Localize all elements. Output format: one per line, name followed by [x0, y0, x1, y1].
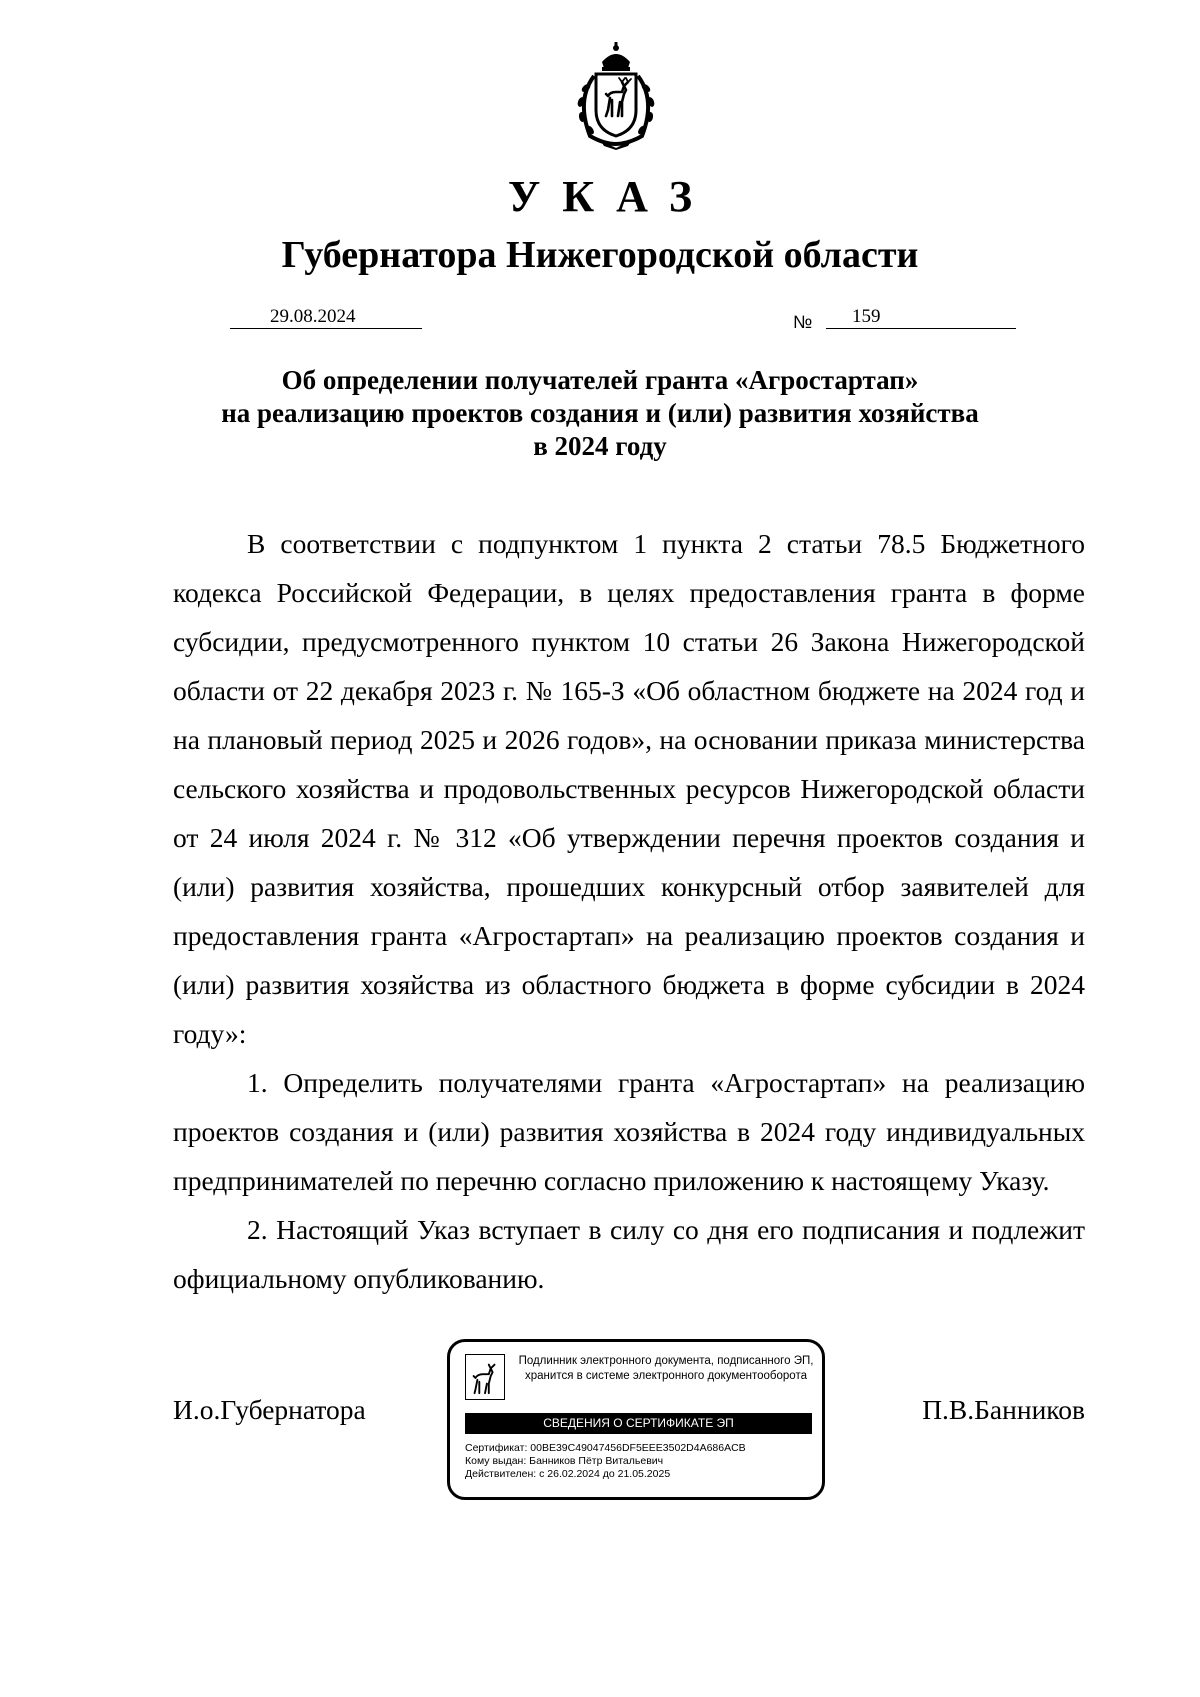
stamp-header: [512, 1354, 820, 1384]
document-body: [173, 519, 1085, 1303]
deer-emblem-icon: [465, 1354, 505, 1400]
heading-line: Об определении получателей гранта «Агростартап»: [281, 365, 919, 395]
heading-line: на реализацию проектов создания и (или) развития хозяйства: [221, 398, 979, 428]
signer-name: П.В.Банников: [922, 1394, 1085, 1425]
document-title: УКАЗ: [507, 172, 715, 221]
stamp-certificate-bar: СВЕДЕНИЯ О СЕРТИФИКАТЕ ЭП: [465, 1413, 812, 1434]
stamp-line: хранится в системе электронного документооборота: [525, 1370, 807, 1382]
stamp-line: Подлинник электронного документа, подписанного ЭП,: [518, 1355, 814, 1367]
document-issuer: Губернатора Нижегородской области: [281, 234, 919, 276]
electronic-signature-stamp: [447, 1339, 825, 1500]
coat-of-arms-icon: [564, 40, 668, 150]
document-heading: [150, 364, 1050, 463]
body-paragraph-item-2: 2. Настоящий Указ вступает в силу со дня его подписания и подлежит официальному опубликованию.: [173, 1214, 1085, 1294]
body-paragraph-item-1: 1. Определить получателями гранта «Агростартап» на реализацию проектов создания и (или) развития хозяйства в 2024 году индивидуальных предпринимателей по перечню согласно приложению к настоящему Указу.: [173, 1067, 1085, 1196]
stamp-valid: Действителен: с 26.02.2024 до 21.05.2025: [465, 1468, 671, 1480]
document-date: 29.08.2024: [230, 306, 422, 329]
stamp-issued-to: Кому выдан: Банников Пётр Витальевич: [465, 1455, 664, 1467]
stamp-certificate: Сертификат: 00BE39C49047456DF5EEE3502D4A686ACB: [465, 1442, 746, 1454]
signer-position: И.о.Губернатора: [173, 1394, 366, 1425]
document-number-label: №: [793, 312, 813, 332]
stamp-certificate-details: [465, 1442, 746, 1481]
document-number: 159: [826, 306, 1016, 329]
body-paragraph-preamble: В соответствии с подпунктом 1 пункта 2 статьи 78.5 Бюджетного кодекса Российской Федерации, в целях предоставления гранта в форме субсидии, предусмотренного пунктом 10 статьи 26 Закона Нижегородской области от 22 декабря 2023 г. № 165-З «Об областном бюджете на 2024 год и на плановый период 2025 и 2026 годов», на основании приказа министерства сельского хозяйства и продовольственных ресурсов Нижегородской области от 24 июля 2024 г. № 312 «Об утверждении перечня проектов создания и (или) развития хозяйства, прошедших конкурсный отбор заявителей для предоставления гранта «Агростартап» на реализацию проектов создания и (или) развития хозяйства из областного бюджета в форме субсидии в 2024 году»:: [173, 528, 1085, 1049]
heading-line: в 2024 году: [533, 431, 667, 461]
